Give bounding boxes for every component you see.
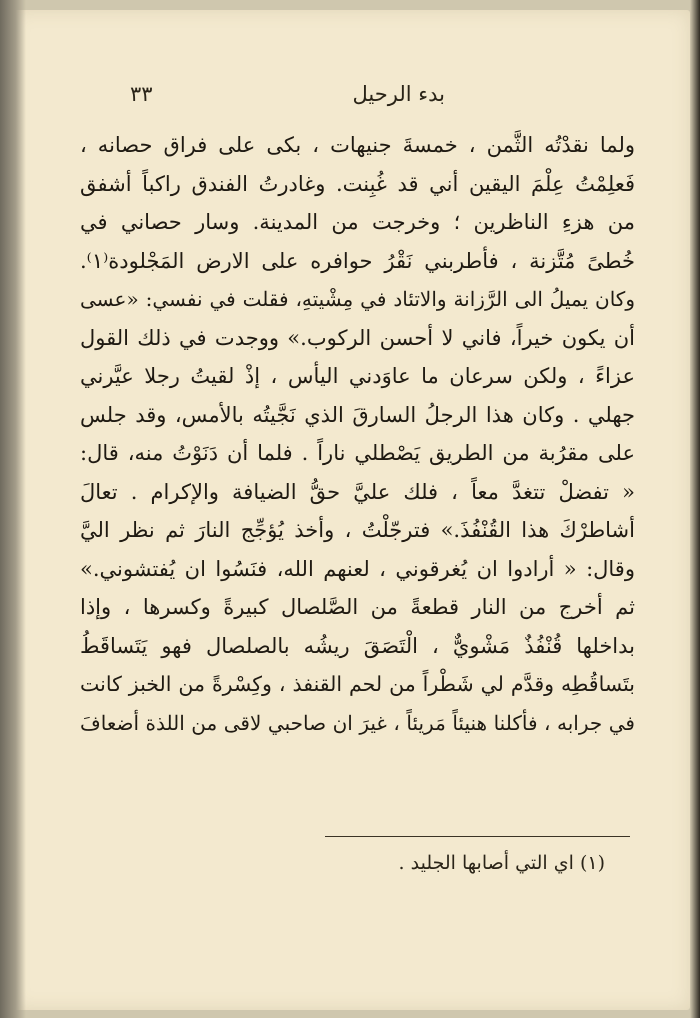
text-line: فَعلِمْتُ عِلْمَ اليقين أني قد غُبِنت. وغادرتُ الفندق راكباً أشفق [80,171,635,196]
text-line: وكان يميلُ الى الرَّزانة والاتئاد في مِشْيتهِ، فقلت في نفسي: «عسى [80,287,635,311]
footnote-divider [325,836,630,837]
text-line: خُطىً مُتَّزنة ، فأطربني نَقْرُ حوافره على الارض المَجْلودة⁽١⁾. [80,248,635,273]
text-line: بتَساقُطِه وقدَّم لي شَطْراً من لحم القنفذ ، وكِسْرةً من الخبز كانت [80,672,635,696]
text-line: على مقرُبة من الطريق يَصْطلي ناراً . فلما أن دَنَوْتُ منه، قال: [80,441,635,465]
text-line: أن يكون خيراً، فاني لا أحسن الركوب.» ووجدت في ذلك القول [80,325,635,350]
page-edge-shadow [690,0,700,1018]
text-line: عزاءً ، ولكن سرعان ما عاوَدني اليأس ، إذْ لقيتُ رجلا عيَّرني [80,364,635,388]
book-binding-shadow [0,0,26,1018]
page-number: ٣٣ [130,82,153,106]
text-line: ولما نقدْتُه الثَّمن ، خمسةَ جنيهات ، بكى على فراق حصانه ، [80,133,635,157]
text-line: ثم أخرج من النار قطعةً من الصَّلصال كبيرةً وكسرها ، وإذا [80,595,635,619]
text-line: جهلي . وكان هذا الرجلُ السارقَ الذي نَجَّيتُه بالأمس، وقد جلس [80,402,635,427]
text-line: « تفضلْ تتغدَّ معاً ، فلك عليَّ حقُّ الضيافة والإكرام . تعالَ [80,479,635,504]
text-line: من هزءِ الناظرين ؛ وخرجت من المدينة. وسار حصاني في [80,210,635,234]
text-line: وقال: « أرادوا ان يُغرقوني ، لعنهم الله، فنَسُوا ان يُفتشوني.» [80,556,635,581]
footnote: (١) اي التي أصابها الجليد . [398,852,605,874]
text-line: أشاطرْكَ هذا القُنْفُذَ.» فترجّلْتُ ، وأخذ يُؤجِّج النارَ ثم نظر اليَّ [80,518,635,542]
text-line: في جرابه ، فأكلنا هنيئاً مَريئاً ، غيرَ ان صاحبي لاقى من اللذة أضعافَ [80,710,635,735]
body-text [80,126,635,742]
text-line: بداخلها قُنْفُذٌ مَشْويٌّ ، الْتَصَقَ ريشُه بالصلصال فهو يَتَساقَطُ [80,633,635,658]
page-header [90,82,620,116]
running-title: بدء الرحيل [352,82,445,106]
